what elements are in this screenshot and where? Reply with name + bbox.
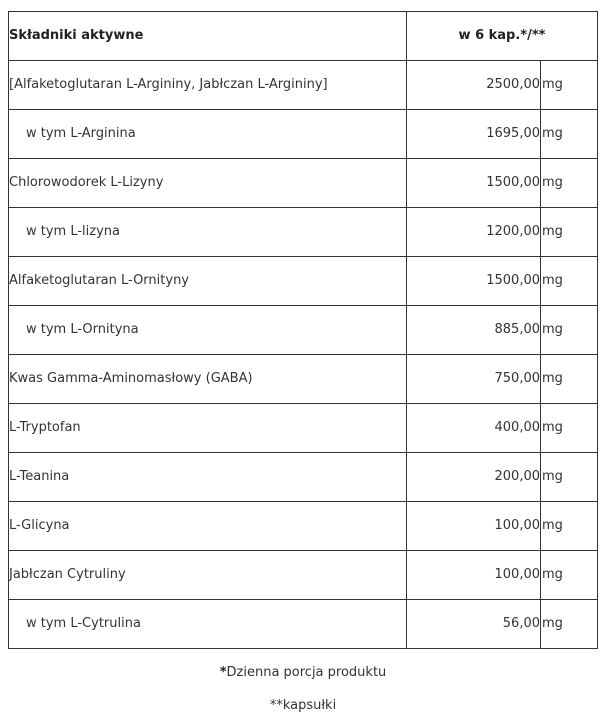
ingredient-amount: 1695,00 (486, 126, 540, 141)
table-row (9, 159, 597, 208)
ingredient-amount: 400,00 (494, 420, 540, 435)
ingredient-name: Kwas Gamma-Aminomasłowy (GABA) (9, 371, 253, 386)
footnote-capsules: **kapsułki (269, 698, 337, 713)
ingredient-name: Jabłczan Cytruliny (9, 567, 126, 582)
ingredient-amount: 2500,00 (486, 77, 540, 92)
ingredient-amount: 1200,00 (486, 224, 540, 239)
ingredient-amount: 100,00 (494, 567, 540, 582)
ingredient-amount: 750,00 (494, 371, 540, 386)
header-amount: w 6 kap.*/** (458, 28, 546, 43)
ingredient-amount: 100,00 (494, 518, 540, 533)
header-ingredients: Składniki aktywne (9, 28, 144, 43)
ingredient-unit: mg (542, 616, 563, 631)
ingredient-name: w tym L-lizyna (26, 224, 121, 239)
ingredient-unit: mg (542, 518, 563, 533)
ingredient-name: w tym L-Ornityna (26, 322, 139, 337)
ingredient-unit: mg (542, 273, 563, 288)
table-row (9, 257, 597, 306)
ingredient-amount: 200,00 (494, 469, 540, 484)
ingredient-amount: 1500,00 (486, 175, 540, 190)
footnote-daily-portion (0, 663, 606, 683)
table-row (9, 208, 597, 257)
table-row (9, 600, 597, 649)
ingredient-amount: 56,00 (502, 616, 540, 631)
footnote-daily-text: Dzienna porcja produktu (226, 665, 387, 680)
ingredient-name: w tym L-Cytrulina (26, 616, 141, 631)
table-row (9, 355, 597, 404)
table-row (9, 61, 597, 110)
ingredient-name: [Alfaketoglutaran L-Argininy, Jabłczan L-Argininy] (9, 77, 328, 92)
ingredients-table (8, 11, 598, 649)
ingredient-name: Chlorowodorek L-Lizyny (9, 175, 164, 190)
ingredient-amount: 1500,00 (486, 273, 540, 288)
ingredient-name: L-Tryptofan (9, 420, 81, 435)
ingredient-unit: mg (542, 567, 563, 582)
table-row (9, 110, 597, 159)
ingredient-unit: mg (542, 322, 563, 337)
ingredient-unit: mg (542, 126, 563, 141)
table-row (9, 453, 597, 502)
ingredient-unit: mg (542, 77, 563, 92)
ingredient-unit: mg (542, 469, 563, 484)
ingredient-amount: 885,00 (494, 322, 540, 337)
table-row (9, 551, 597, 600)
ingredient-name: L-Glicyna (9, 518, 70, 533)
table-row (9, 404, 597, 453)
ingredient-unit: mg (542, 371, 563, 386)
ingredient-name: L-Teanina (9, 469, 70, 484)
ingredient-name: Alfaketoglutaran L-Ornityny (9, 273, 190, 288)
table-header-row (9, 12, 597, 61)
ingredient-name: w tym L-Arginina (26, 126, 136, 141)
ingredient-unit: mg (542, 420, 563, 435)
table-row (9, 502, 597, 551)
ingredient-unit: mg (542, 175, 563, 190)
footnote-star: * (219, 665, 227, 680)
table-row (9, 306, 597, 355)
ingredient-unit: mg (542, 224, 563, 239)
